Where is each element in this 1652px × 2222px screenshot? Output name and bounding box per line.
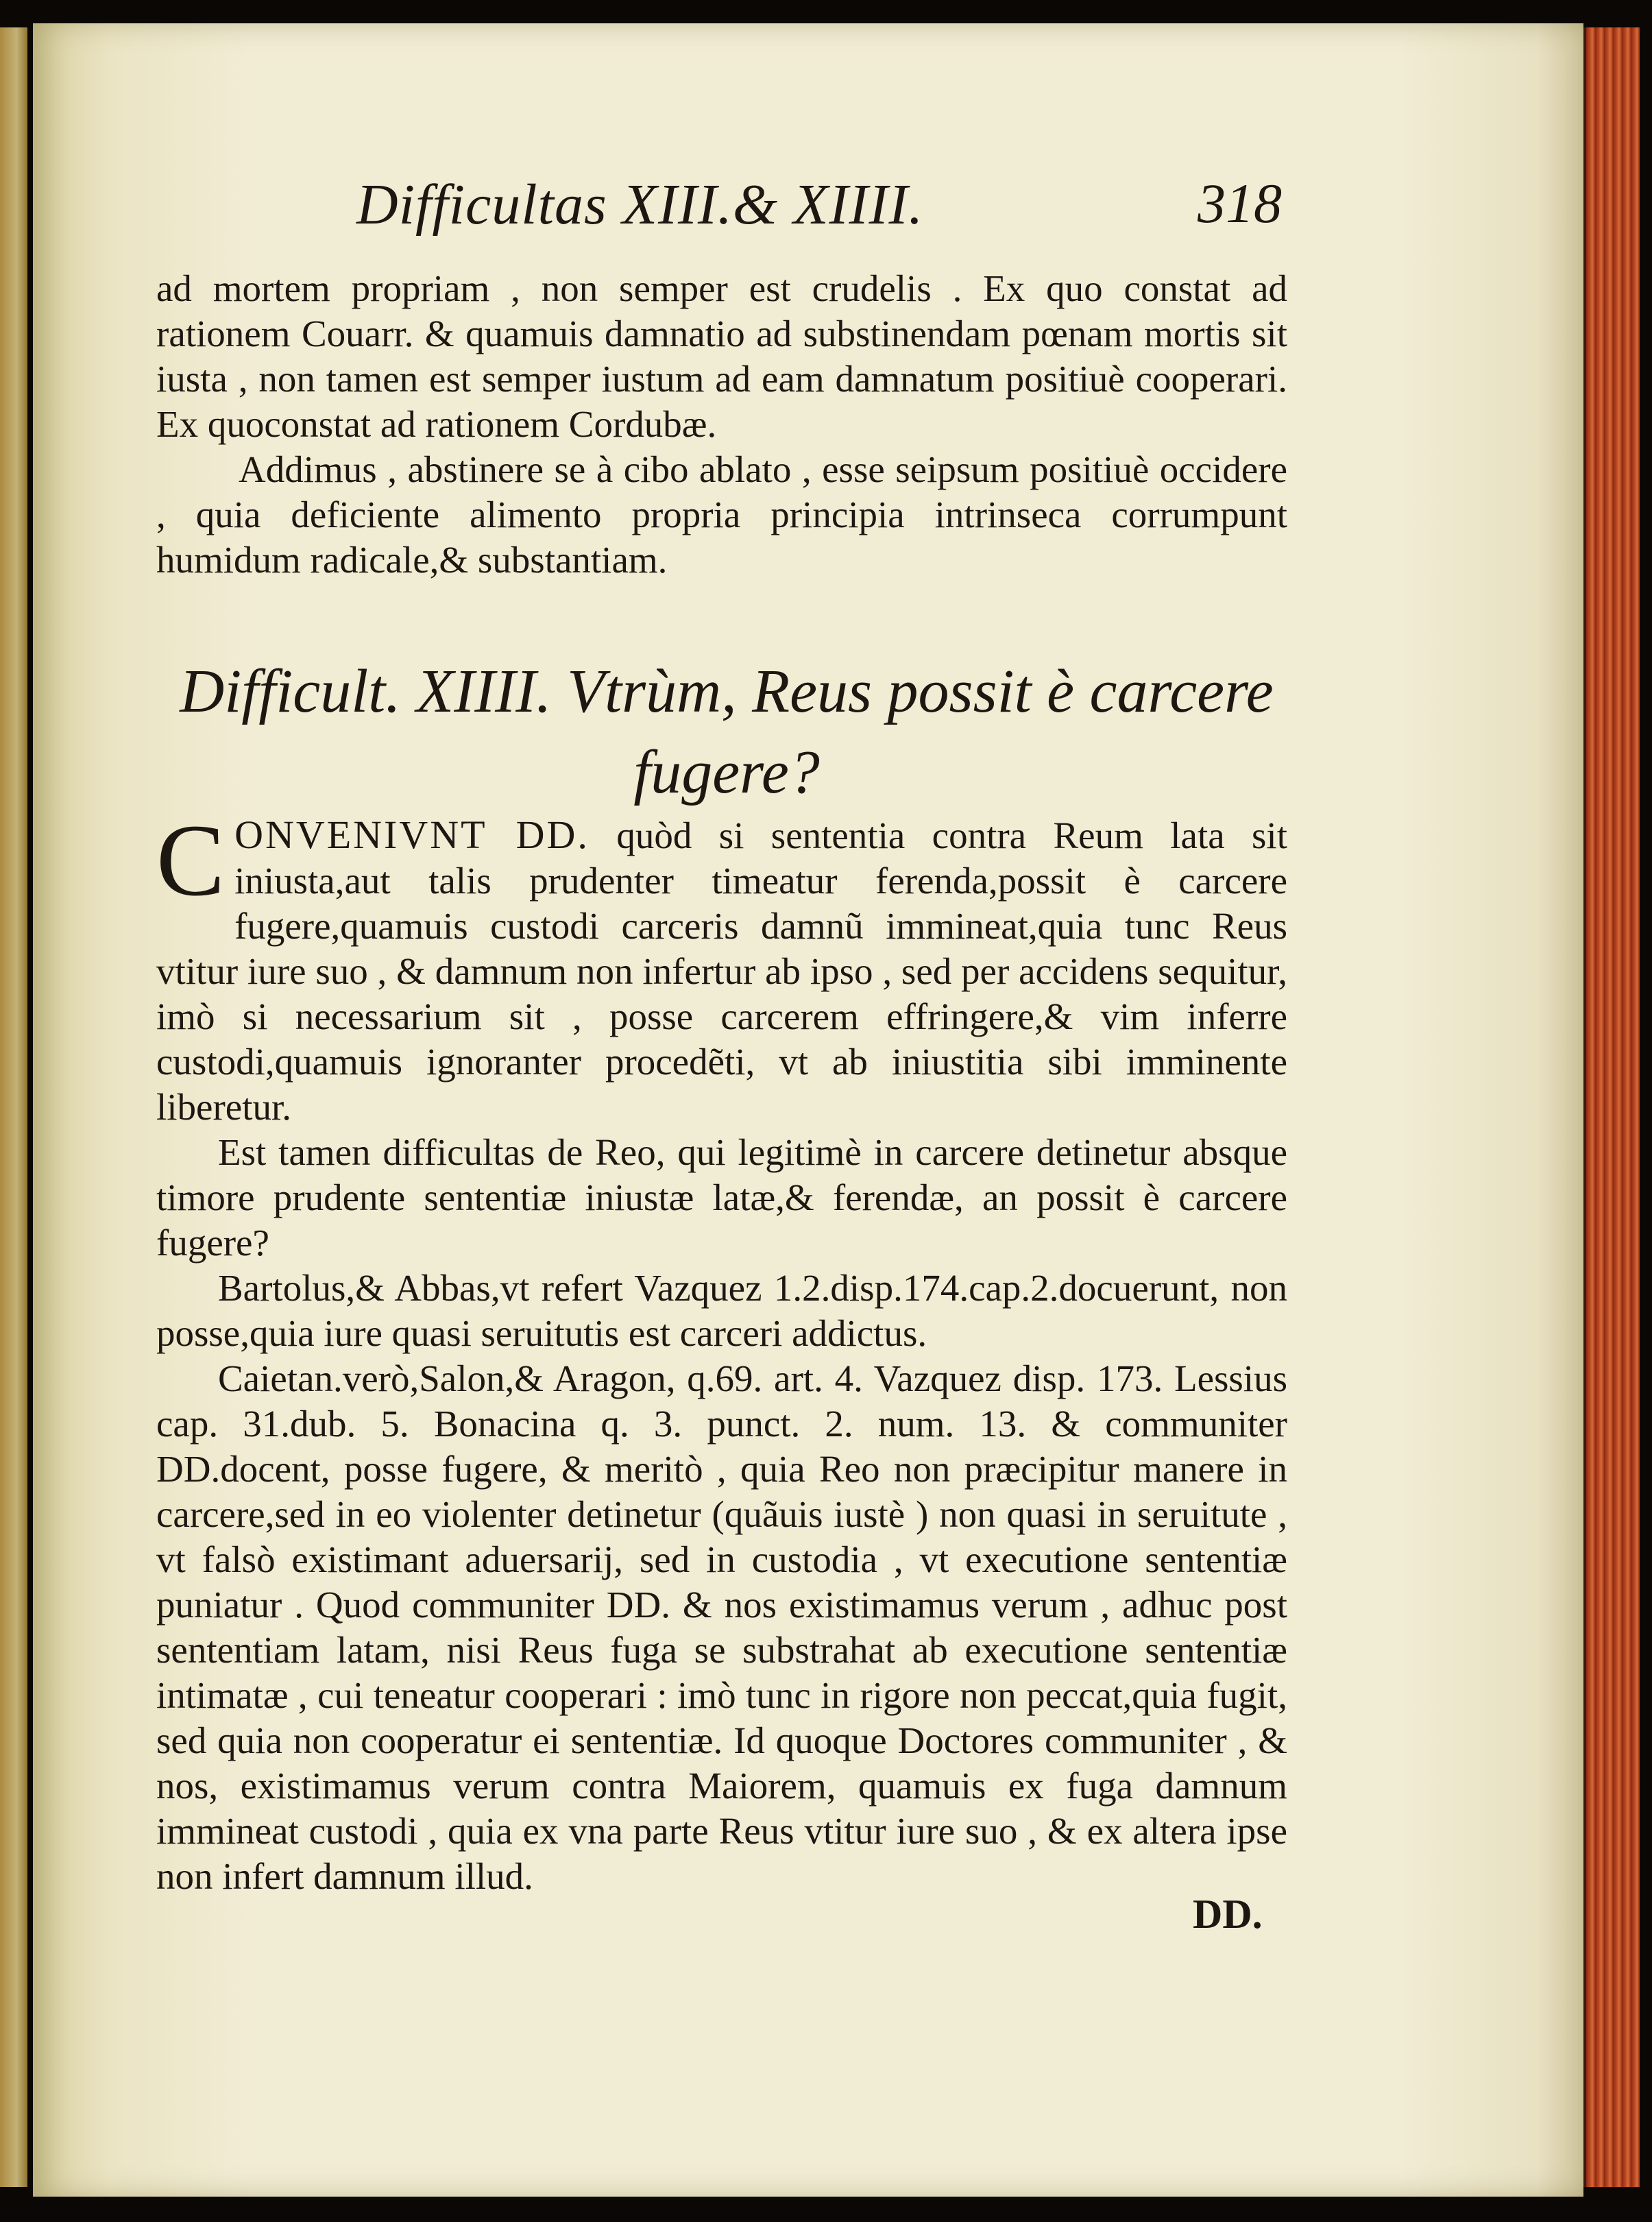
opening-smallcaps: ONVENIVNT DD. xyxy=(234,812,590,857)
catchword: DD. xyxy=(1193,1892,1263,1937)
paragraph-1 xyxy=(156,804,1287,1130)
page-edges xyxy=(1583,27,1640,2187)
running-title: Difficultas XIII.& XIIII. xyxy=(356,173,924,237)
continuation-paragraph-1: ad mortem propriam , non semper est crudelis . Ex quo constat ad rationem Couarr. & quamuis damnatio ad substinendam pœnam mortis sit iusta , non tamen est semper iustum ad eam damnatum positiuè cooperari. Ex quoconstat ad rationem Cordubæ. xyxy=(156,267,1287,445)
continuation-text xyxy=(156,266,1287,583)
paragraph-4: Caietan.verò,Salon,& Aragon, q.69. art. 4. Vazquez disp. 173. Lessius cap. 31.dub. 5. Bonacina q. 3. punct. 2. num. 13. & communiter DD.docent, posse fugere, & meritò , quia Reo non præcipitur manere in carcere,sed in eo violenter detinetur (quãuis iustè ) non quasi in seruitute , vt falsò existimant aduersarij, sed in custodia , vt executione sententiæ puniatur . Quod communiter DD. & nos existimamus verum , adhuc post sententiam latam, nisi Reus fuga se substrahat ab executione sententiæ intimatæ , cui teneatur cooperari : imò tunc in rigore non peccat,quia fugit, sed quia non cooperatur ei sententiæ. Id quoque Doctores communiter , & nos, existimamus verum contra Maiorem, quamuis ex fuga damnum immineat custodi , quia ex vna parte Reus vtitur iure suo , & ex altera ipse non infert damnum illud. xyxy=(156,1357,1287,1897)
running-header xyxy=(356,171,1302,247)
paragraph-2: Est tamen difficultas de Reo, qui legitimè in carcere detinetur absque timore prudente sententiæ iniustæ latæ,& ferendæ, an possit è carcere fugere? xyxy=(156,1131,1287,1264)
section-body xyxy=(156,804,1287,1899)
drop-cap: C xyxy=(156,804,226,917)
adjacent-page-fold xyxy=(0,27,27,2187)
paragraph-1-text: quòd si sententia contra Reum lata sit iniusta,aut talis prudenter timeatur ferenda,possit è carcere fugere,quamuis custodi carceris damnũ immineat,quia tunc Reus vtitur iure suo , & damnum non infertur ab ipso , sed per accidens sequitur, imò si necessarium sit , posse carcerem effringere,& vim inferre custodi,quamuis ignoranter procedẽti, vt ab iniustitia sibi imminente liberetur. xyxy=(156,814,1287,1128)
continuation-paragraph-2: Addimus , abstinere se à cibo ablato , esse seipsum positiuè occidere , quia deficiente alimento propria principia intrinseca corrumpunt humidum radicale,& substantiam. xyxy=(156,448,1287,581)
page-number: 318 xyxy=(1198,172,1282,234)
paragraph-3: Bartolus,& Abbas,vt refert Vazquez 1.2.disp.174.cap.2.docuerunt, non posse,quia iure quasi seruitutis est carceri addictus. xyxy=(156,1267,1287,1354)
section-heading: Difficult. XIIII. Vtrùm, Reus possit è carcere fugere? xyxy=(180,657,1274,806)
